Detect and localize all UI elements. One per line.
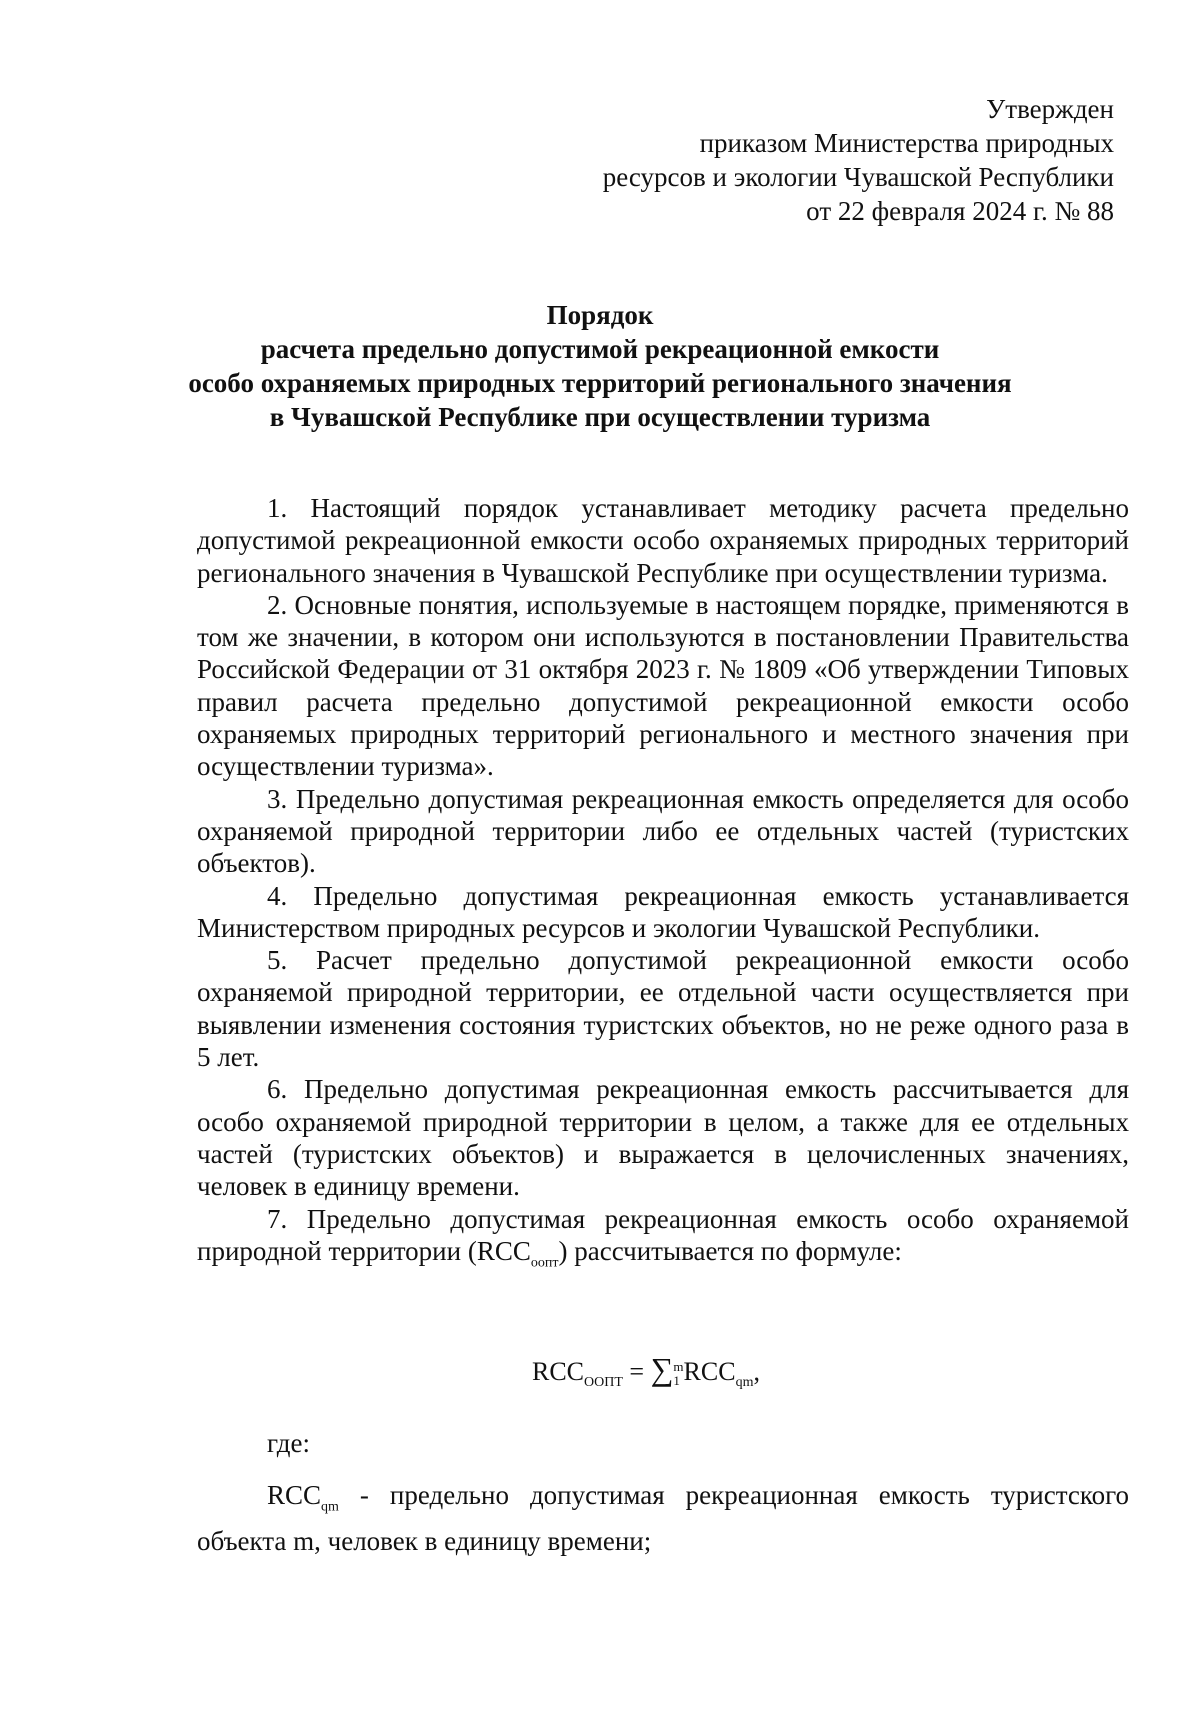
paragraph-6: 6. Предельно допустимая рекреационная емкость рассчитывается для особо охраняемой природной территории в целом, а также для ее отдельных частей (туристских объектов) и выражается в целочисленных значениях, человек в единицу времени.: [197, 1074, 1129, 1202]
approval-stamp: [603, 92, 1114, 228]
formula-lhs-subscript: ООПТ: [584, 1375, 623, 1391]
paragraph-7-text: 7. Предельно допустимая рекреационная емкость особо охраняемой природной территории (RCC: [197, 1203, 1129, 1266]
title-line: расчета предельно допустимой рекреационной емкости: [260, 334, 940, 364]
definition-text: - предельно допустимая рекреационная емкость туристского объекта m, человек в единицу времени;: [197, 1480, 1129, 1557]
sum-lower-limit: 1: [673, 1373, 680, 1389]
sum-symbol: ∑: [650, 1351, 674, 1387]
document-title: [170, 298, 1030, 434]
paragraph-3: 3. Предельно допустимая рекреационная емкость определяется для особо охраняемой природной территории либо ее отдельных частей (туристских объектов).: [197, 783, 1129, 879]
definition: [197, 1478, 1129, 1558]
formula: [532, 1351, 760, 1391]
approval-line: Утвержден: [986, 94, 1114, 124]
paragraph-2: 2. Основные понятия, используемые в настоящем порядке, применяются в том же значении, в котором они используются в постановлении Правительства Российской Федерации от 31 октября 2023 г. № 1809 «Об утверждении Типовых правил расчета предельно допустимой рекреационной емкости особо охраняемых природных территорий регионального и местного значения при осуществлении туризма».: [197, 589, 1129, 782]
title-line: Порядок: [546, 300, 654, 330]
paragraph-7-subscript: оопт: [530, 1255, 559, 1271]
formula-rhs-subscript: qm: [735, 1375, 754, 1391]
paragraph-1: 1. Настоящий порядок устанавливает методику расчета предельно допустимой рекреационной емкости особо охраняемых природных территорий регионального значения в Чувашской Республике при осуществлении туризма.: [197, 493, 1129, 588]
paragraph-7: [197, 1203, 1129, 1280]
definition-term: RCC: [267, 1480, 322, 1510]
where-label: где:: [267, 1428, 310, 1458]
formula-rhs: RCC: [683, 1357, 736, 1386]
title-line: особо охраняемых природных территорий регионального значения: [188, 368, 1012, 398]
approval-line: приказом Министерства природных: [699, 128, 1114, 158]
definition-paragraph: [197, 1478, 1129, 1558]
paragraph-5: 5. Расчет предельно допустимой рекреационной емкости особо охраняемой природной территории, ее отдельной части осуществляется при выявлении изменения состояния туристских объектов, но не реже одного раза в 5 лет.: [197, 945, 1129, 1073]
paragraph-7-tail: ) рассчитывается по формуле:: [558, 1235, 902, 1266]
sum-upper-limit: m: [673, 1359, 684, 1375]
formula-equals: =: [622, 1357, 651, 1386]
sum-limits: [673, 1360, 683, 1388]
approval-line: ресурсов и экологии Чувашской Республики: [602, 162, 1114, 192]
document-body: [197, 492, 1129, 1280]
formula-tail: ,: [753, 1357, 760, 1386]
title-line: в Чувашской Республике при осуществлении туризма: [269, 402, 931, 432]
approval-line: от 22 февраля 2024 г. № 88: [806, 196, 1114, 226]
definition-term-subscript: qm: [321, 1499, 339, 1515]
formula-lhs: RCC: [532, 1357, 585, 1386]
paragraph-4: 4. Предельно допустимая рекреационная емкость устанавливается Министерством природных ресурсов и экологии Чувашской Республики.: [197, 880, 1129, 943]
